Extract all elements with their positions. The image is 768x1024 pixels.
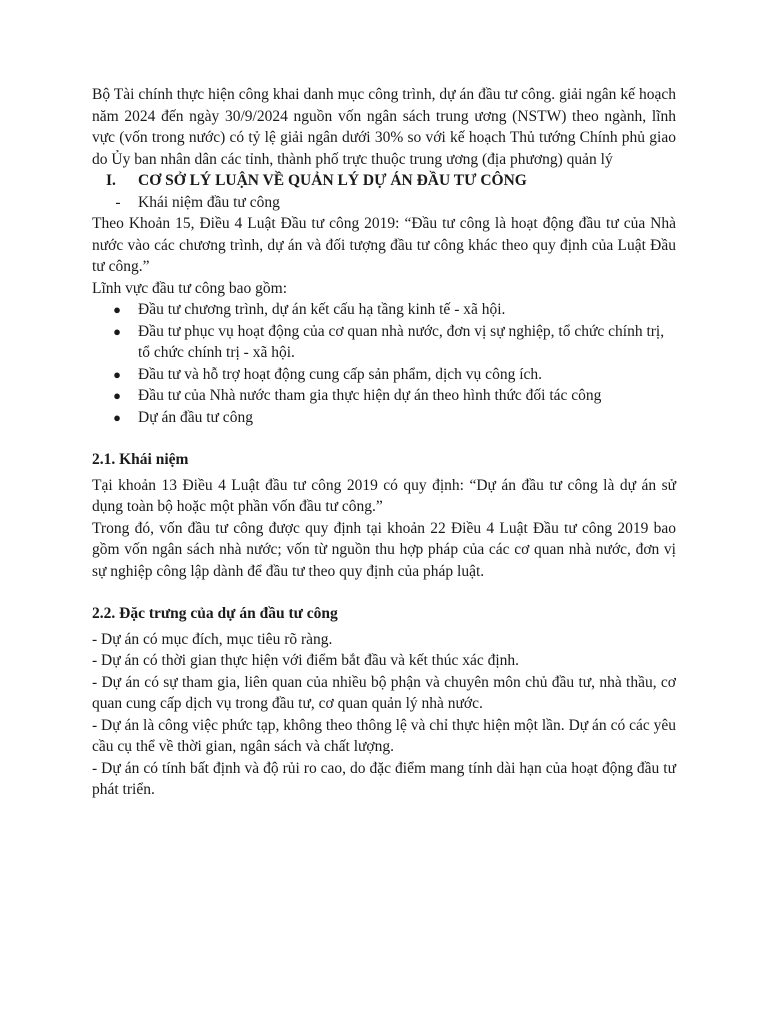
subheading-concept [92,192,676,214]
list-item: ● Dự án đầu tư công [92,407,676,429]
document-page [92,84,676,801]
section-heading-i [92,170,676,192]
definition-paragraph: Theo Khoản 15, Điều 4 Luật Đầu tư công 2019: “Đầu tư công là hoạt động đầu tư của Nhà nước vào các chương trình, dự án và đối tượng đầu tư công khác theo quy định của Luật Đầu tư công.” [92,215,676,275]
heading-text: CƠ SỞ LÝ LUẬN VỀ QUẢN LÝ DỰ ÁN ĐẦU TƯ CÔNG [138,172,527,189]
section-title-2-2: 2.2. Đặc trưng của dự án đầu tư công [92,605,338,622]
characteristic-item: - Dự án có mục đích, mục tiêu rõ ràng. [92,630,333,648]
characteristic-item: - Dự án có sự tham gia, liên quan của nhiều bộ phận và chuyên môn chủ đầu tư, nhà thầu, cơ quan cung cấp dịch vụ trong đầu tư, cơ quan quản lý nhà nước. [92,673,676,712]
intro-paragraph: Bộ Tài chính thực hiện công khai danh mục công trình, dự án đầu tư công. giải ngân kế hoạch năm 2024 đến ngày 30/9/2024 nguồn vốn ngân sách trung ương (NSTW) theo ngành, lĩnh vực (vốn trong nước) có tỷ lệ giải ngân dưới 30% so với kế hoạch Thủ tướng Chính phủ giao do Ủy ban nhân dân các tỉnh, thành phố trực thuộc trung ương (địa phương) quản lý [92,86,676,168]
fields-list [92,299,676,428]
heading-number: I. [106,172,116,189]
list-item: ● Đầu tư và hỗ trợ hoạt động cung cấp sản phẩm, dịch vụ công ích. [92,364,676,386]
bullet-icon: ● [113,302,121,317]
dash-marker: - [115,193,121,211]
list-item: ● Đầu tư phục vụ hoạt động của cơ quan nhà nước, đơn vị sự nghiệp, tổ chức chính trị, tổ chức chính trị - xã hội. [92,321,676,364]
section-2-1-paragraph-1: Tại khoản 13 Điều 4 Luật đầu tư công 2019 có quy định: “Dự án đầu tư công là dự án sử dụng toàn bộ hoặc một phần vốn đầu tư công.” [92,476,676,515]
bullet-icon: ● [113,388,121,403]
section-title-2-1: 2.1. Khái niệm [92,451,189,468]
characteristic-item: - Dự án có tính bất định và độ rủi ro cao, do đặc điểm mang tính dài hạn của hoạt động đầu tư phát triển. [92,759,676,798]
bullet-icon: ● [113,323,121,339]
list-item: ● Đầu tư chương trình, dự án kết cấu hạ tầng kinh tế - xã hội. [92,299,676,321]
bullet-icon: ● [113,366,121,382]
fields-intro: Lĩnh vực đầu tư công bao gồm: [92,279,288,297]
characteristic-item: - Dự án là công việc phức tạp, không theo thông lệ và chỉ thực hiện một lần. Dự án có các yêu cầu cụ thể về thời gian, ngân sách và chất lượng. [92,716,676,755]
section-2-1-paragraph-2: Trong đó, vốn đầu tư công được quy định tại khoản 22 Điều 4 Luật Đầu tư công 2019 bao gồm vốn ngân sách nhà nước; vốn từ nguồn thu hợp pháp của các cơ quan nhà nước, đơn vị sự nghiệp công lập dành để đầu tư theo quy định của pháp luật. [92,519,676,580]
bullet-icon: ● [113,409,121,425]
list-item: ● Đầu tư của Nhà nước tham gia thực hiện dự án theo hình thức đối tác công [92,385,676,407]
characteristic-item: - Dự án có thời gian thực hiện với điểm bắt đầu và kết thúc xác định. [92,652,520,669]
subheading-text: Khái niệm đầu tư công [138,193,280,211]
